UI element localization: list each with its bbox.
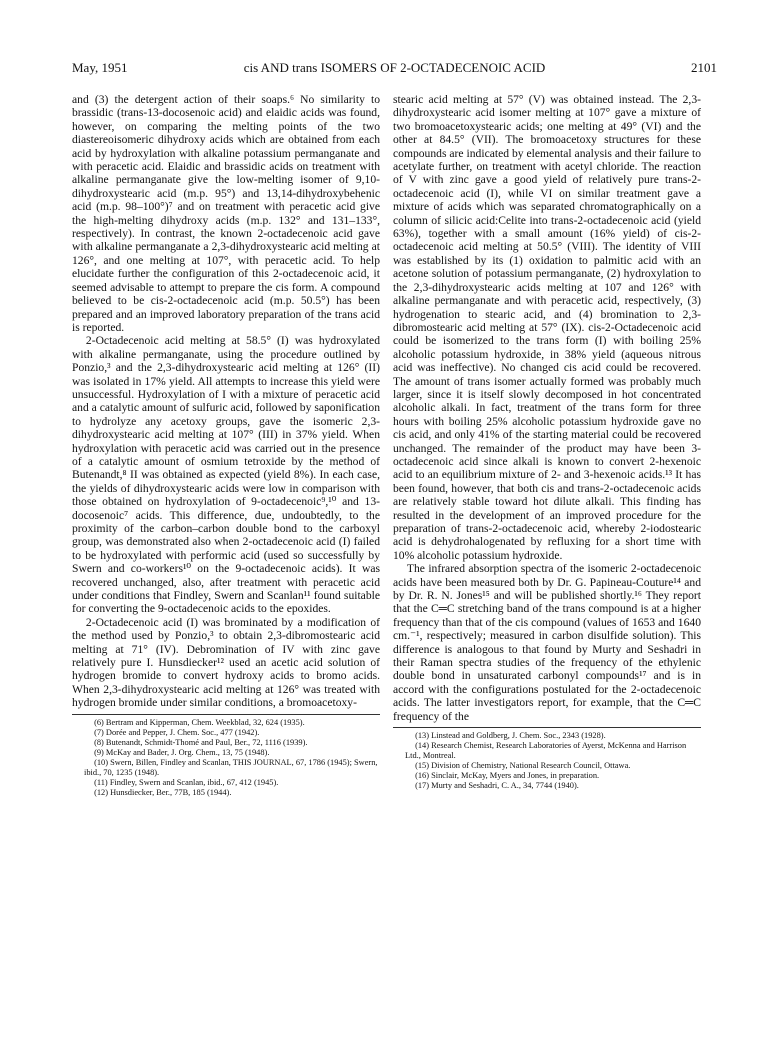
footnote: (16) Sinclair, McKay, Myers and Jones, in preparation. xyxy=(415,771,600,781)
footnote: (11) Findley, Swern and Scanlan, ibid., 67, 412 (1945). xyxy=(94,777,279,787)
right-column xyxy=(393,93,701,791)
footnote: (9) McKay and Bader, J. Org. Chem., 13, 75 (1948). xyxy=(94,747,270,757)
footnote: (15) Division of Chemistry, National Research Council, Ottawa. xyxy=(415,761,631,771)
footnote: (6) Bertram and Kipperman, Chem. Weekblad, 32, 624 (1935). xyxy=(94,717,305,727)
footnote: (13) Linstead and Goldberg, J. Chem. Soc., 2343 (1928). xyxy=(415,731,606,741)
page-number: 2101 xyxy=(691,60,717,75)
footnote: (10) Swern, Billen, Findley and Scanlan, THIS JOURNAL, 67, 1786 (1945); Swern, ibid., 70, 1235 (1948). xyxy=(84,757,378,777)
footnotes xyxy=(72,714,380,798)
paragraph: The infrared absorption spectra of the isomeric 2-octadecenoic acids have been measured both by Dr. G. Papineau-Couture¹⁴ and by Dr. R. N. Jones¹⁵ and will be published shortly.¹⁶ They report that the C═C stretching band of the trans compound is at a higher frequency than that of the cis compound (values of 1653 and 1640 cm.⁻¹, respectively; measured in carbon disulfide solution). This difference is analogous to that found by Murty and Seshadri in their Raman spectra studies of the frequency of the ethylenic double bond in unsaturated carbonyl compounds¹⁷ and is in accord with the configurations postulated for the 2-octadecenoic acids. The latter investigators report, for example, that the C═C frequency of the xyxy=(393,562,701,723)
paragraph: 2-Octadecenoic acid melting at 58.5° (I) was hydroxylated with alkaline permanganate, using the procedure outlined by Ponzio,³ and the 2,3-dihydroxystearic acid melting at 126° (II) was isolated in 17% yield. All attempts to increase this yield were unsuccessful. Hydroxylation of I with a mixture of peracetic acid and a catalytic amount of sulfuric acid, followed by saponification to hydrolyze any acetoxy groups, gave the isomeric 2,3-dihydroxystearic acid melting at 107° (III) in 37% yield. When hydroxylation with peracetic acid was carried out in the presence of a catalytic amount of osmium tetroxide by the method of Butenandt,⁸ II was obtained as expected (yield 8%). In each case, the yields of dihydroxystearic acids were low in comparison with those obtained on hydroxylation of 9-octadecenoic⁹,¹⁰ and 13-docosenoic⁷ acids. This difference, due, undoubtedly, to the proximity of the carbon–carbon double bond to the carboxyl group, was demonstrated also when 2-octadecenoic acid (I) failed to be hydroxylated with performic acid (used so successfully by Swern and co-workers¹⁰ on the 9-octadecenoic acids). It was recovered unchanged, also, after treatment with peracetic acid under conditions that Findley, Swern and Scanlan¹¹ found suitable for converting the 9-octadecenoic acids to the epoxides. xyxy=(72,334,380,616)
paragraph: stearic acid melting at 57° (V) was obtained instead. The 2,3-dihydroxystearic acid isomer melting at 107° gave a mixture of two bromoacetoxystearic acids; one melting at 49° (VI) and the other at 84.5° (VII). The bromoacetoxy structures for these compounds are indicated by elemental analysis and their failure to acetylate further, on treatment with acetyl chloride. The reaction of V with zinc gave a good yield of relatively pure trans-2-octadecenoic acid (I), while VI on similar treatment gave a mixture of acids which was separated chromatographically on a column of silicic acid:Celite into trans-2-octadecenoic acid (yield 63%), together with a small amount (16% yield) of cis-2-octadecenoic acid melting at 50.5° (VIII). The identity of VIII was established by its (1) oxidation to palmitic acid with an acetone solution of potassium permanganate, (2) hydroxylation to the 2,3-dihydroxystearic acids melting at 107 and 126° with alkaline permanganate and with peracetic acid, respectively, (3) hydrogenation to stearic acid, and (4) bromination to 2,3-dibromostearic acid melting at 57° (IX). cis-2-Octadecenoic acid could be isomerized to the trans form (I) with boiling 25% alcoholic potassium hydroxide, in 38% yield (aqueous nitrous acid was ineffective). No changed cis acid could be recovered. The amount of trans isomer actually formed was probably much larger, since it is itself slowly decomposed in hot concentrated alcoholic alkali. In fact, treatment of the trans form for three hours with boiling 25% alcoholic potassium hydroxide gave no cis acid, and only 41% of the starting material could be recovered unchanged. The remainder of the product may have been 3-octadecenoic acid since alkali is known to convert 2-hexenoic acid to an equilibrium mixture of 2- and 3-hexenoic acids.¹³ It has been found, however, that both cis and trans-2-octadecenoic acids are relatively stable toward hot dilute alkali. This finding has resulted in the development of an improved procedure for the preparation of trans-2-octadecenoic acid, whereby 2-iodostearic acid is dehydrohalogenated by refluxing for a short time with 10% alcoholic potassium hydroxide. xyxy=(393,93,701,562)
footnote: (17) Murty and Seshadri, C. A., 34, 7744 (1940). xyxy=(415,781,579,791)
left-column xyxy=(72,93,380,798)
running-header xyxy=(72,60,717,76)
header-title: cis AND trans ISOMERS OF 2-OCTADECENOIC ACID xyxy=(243,60,546,75)
header-date: May, 1951 xyxy=(72,60,128,75)
footnote: (7) Dorée and Pepper, J. Chem. Soc., 477 (1942). xyxy=(94,727,260,737)
paragraph: 2-Octadecenoic acid (I) was brominated by a modification of the method used by Ponzio,³ to obtain 2,3-dibromostearic acid melting at 71° (IV). Debromination of IV with zinc gave relatively pure I. Hunsdiecker¹² used an acetic acid solution of hydrogen bromide to convert hydroxy acids to bromo acids. When 2,3-dihydroxystearic acid melting at 126° was treated with hydrogen bromide under similar conditions, a bromoacetoxy- xyxy=(72,615,380,710)
footnotes xyxy=(393,727,701,791)
paragraph: and (3) the detergent action of their soaps.⁶ No similarity to brassidic (trans-13-docosenoic acid) and elaidic acids was found, however, on comparing the melting points of the two diastereoisomeric dihydroxy acids which are obtained from each acid by hydroxylation with alkaline potassium permanganate and with peracetic acid. Elaidic and brassidic acids on treatment with alkaline permanganate give the low-melting isomer of 9,10-dihydroxystearic acid (m.p. 95°) and 13,14-dihydroxybehenic acid (m.p. 98–100°)⁷ and on treatment with peracetic acid give the high-melting dihydroxy acids (m.p. 132° and 131–133°, respectively). In contrast, the known 2-octadecenoic acid gave with alkaline permanganate a 2,3-dihydroxystearic acid melting at 126°, and one melting at 107°, with peracetic acid. To help elucidate further the configuration of this 2-octadecenoic acid, it seemed advisable to attempt to prepare the cis form. A compound believed to be cis-2-octadecenoic acid (m.p. 50.5°) has been prepared and an improved laboratory preparation of the trans acid is reported. xyxy=(72,93,380,334)
footnote: (12) Hunsdiecker, Ber., 77B, 185 (1944). xyxy=(94,787,232,797)
footnote: (8) Butenandt, Schmidt-Thomé and Paul, Ber., 72, 1116 (1939). xyxy=(94,737,308,747)
footnote: (14) Research Chemist, Research Laboratories of Ayerst, McKenna and Harrison Ltd., Montreal. xyxy=(405,741,687,761)
